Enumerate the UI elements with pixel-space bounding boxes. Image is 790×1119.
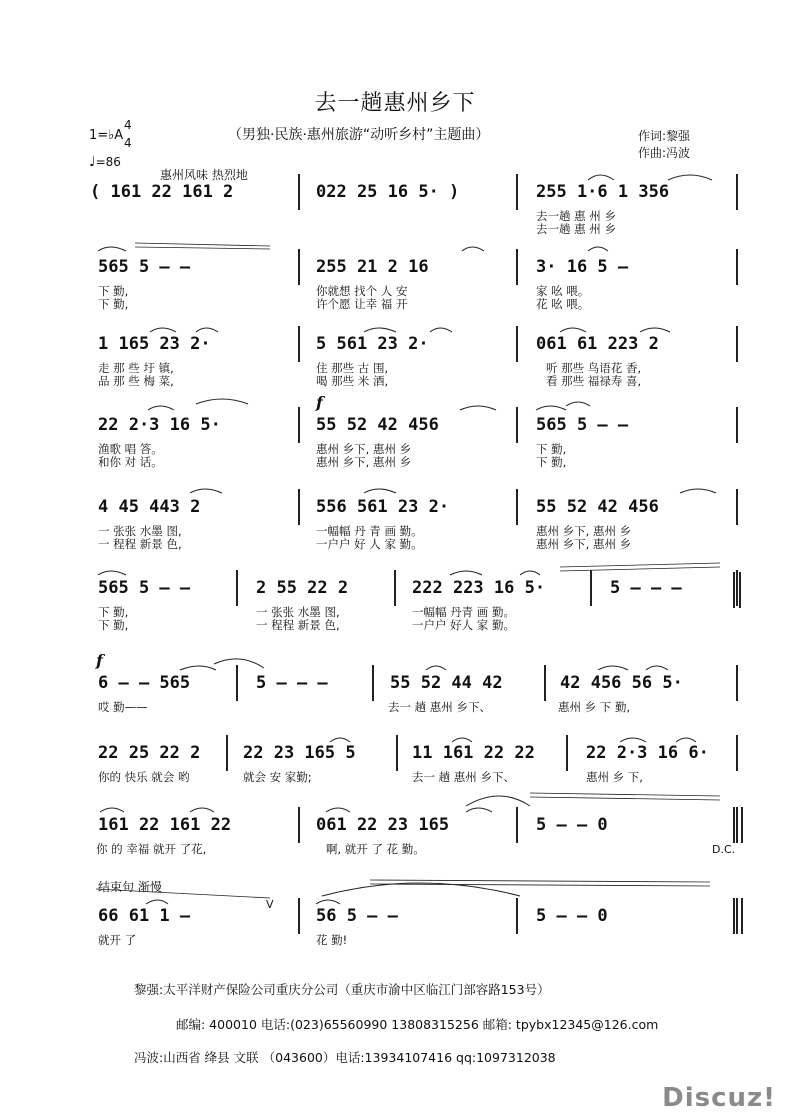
lyric-line: 惠州 乡下, 惠州 乡 [536,537,632,551]
lyric-line: 和你 对 话。 [98,455,163,469]
lyric-line: 下 勤, [98,284,129,298]
note-group: 22 23 165 5 [243,743,356,763]
dynamic-marking: f [96,651,103,670]
lyric-line: 一幅幅 丹青 画 勤。 [412,605,515,619]
lyric-line: 一幅幅 丹 青 画 勤。 [316,524,423,538]
mood-marking: 惠州风味 热烈地 [160,168,248,182]
lyric-line: 下 勤, [98,297,129,311]
lyric-line: 惠州 乡下, 惠州 乡 [536,524,632,538]
note-group: 56 5 – – [316,906,398,926]
note-group: 66 61 1 – [98,906,191,926]
lyric-line: 下 勤, [98,618,129,632]
note-group: 255 1·6 1 356 [536,182,670,202]
footer-composer-info: 冯波:山西省 绛县 文联 （043600）电话:13934107416 qq:1097312038 [134,1050,556,1065]
note-group: 55 52 42 456 [536,497,659,517]
lyric-line: 一 张张 水墨 图, [98,524,182,538]
quarter-note-icon: ♩ [89,154,96,170]
time-signature-bottom: 4 [124,136,132,150]
dynamic-marking: f [316,393,323,412]
lyric-line: 哎 勤—— [98,700,148,714]
lyric-line: 花 勤! [316,933,348,947]
note-group: 061 22 23 165 [316,815,450,835]
lyric-line: 听 那些 鸟语花 香, [546,361,642,375]
lyric-line: 一 程程 新景 色, [256,618,340,632]
lyric-line: 一户户 好人 家 勤。 [412,618,515,632]
lyric-line: 看 那些 福禄寿 喜, [546,374,642,388]
lyric-line: 下 勤, [536,442,567,456]
note-group: 11 161 22 22 [412,743,535,763]
lyric-line: 一 程程 新景 色, [98,537,182,551]
lyric-line: 惠州 乡下, 惠州 乡 [316,442,412,456]
note-group: 161 22 161 22 [98,815,232,835]
breath-mark: V [266,898,274,911]
note-group: 5 – – 0 [536,815,608,835]
note-group: 55 52 42 456 [316,415,439,435]
lyric-line: 渔歌 唱 答。 [98,442,163,456]
ending-note: 结束句 渐慢 [98,880,162,894]
lyric-line: 花 吆 喂。 [536,297,590,311]
lyric-line: 惠州 乡 下, [586,770,643,784]
lyric-line: 家 吆 喂。 [536,284,590,298]
lyric-line: 一户户 好 人 家 勤。 [316,537,423,551]
time-signature-top: 4 [124,118,132,132]
lyric-line: 下 勤, [536,455,567,469]
note-group: 22 2·3 16 6· [586,743,709,763]
note-group: 22 2·3 16 5· [98,415,221,435]
note-group: ( 161 22 161 2 [90,182,234,202]
note-group: 565 5 – – [536,415,629,435]
note-group: 1 165 23 2· [98,334,211,354]
note-group: 5 – – 0 [536,906,608,926]
note-group: 42 456 56 5· [560,673,683,693]
lyric-line: 走 那 些 圩 镇, [98,361,174,375]
lyricist-credit: 作词:黎强 [638,129,691,143]
lyric-line: 喝 那些 米 酒, [316,374,389,388]
note-group: 4 45 443 2 [98,497,201,517]
note-group: 55 52 44 42 [390,673,503,693]
note-group: 5 – – – [610,578,682,598]
note-group: 3· 16 5 – [536,257,629,277]
note-group: 565 5 – – [98,257,191,277]
lyric-line: 惠州 乡下, 惠州 乡 [316,455,412,469]
lyric-line: 去一趟 惠 州 乡 [536,209,616,223]
note-group: 222 223 16 5· [412,578,546,598]
lyric-line: 一 张张 水墨 图, [256,605,340,619]
watermark: Discuz! [662,1083,776,1113]
lyric-line: 下 勤, [98,605,129,619]
lyric-line: 去一 趟 惠州 乡下、 [388,700,491,714]
footer-lyricist-address: 黎强:太平洋财产保险公司重庆分公司（重庆市渝中区临江门部容路153号） [134,982,550,997]
lyric-line: 惠州 乡 下 勤, [558,700,631,714]
note-group: 22 25 22 2 [98,743,201,763]
tempo-value: =86 [95,155,121,169]
note-group: 565 5 – – [98,578,191,598]
key-signature: 1=♭A [89,128,124,143]
note-group: 061 61 223 2 [536,334,659,354]
note-group: 2 55 22 2 [256,578,349,598]
lyric-line: 住 那些 古 围, [316,361,389,375]
composer-credit: 作曲:冯波 [638,146,691,160]
song-title: 去一趟惠州乡下 [314,91,476,116]
lyric-line: 就会 安 家勤; [243,770,312,784]
lyric-line: 你 的 幸福 就开 了花, [96,842,207,856]
song-subtitle: （男独·民族·惠州旅游“动听乡村”主题曲） [228,127,490,143]
note-group: 255 21 2 16 [316,257,429,277]
lyric-line: 去一 趟 惠州 乡下、 [412,770,515,784]
note-group: 6 – – 565 [98,673,191,693]
dc-mark: D.C. [712,843,736,856]
note-group: 022 25 16 5· ) [316,182,460,202]
lyric-line: 许个愿 让幸 福 开 [316,297,408,311]
lyric-line: 就开 了 [98,933,137,947]
lyric-line: 你就想 找个 人 安 [316,284,408,298]
note-group: 5 – – – [256,673,328,693]
lyric-line: 品 那 些 梅 菜, [98,374,174,388]
lyric-line: 啊, 就开 了 花 勤。 [326,842,425,856]
lyric-line: 你的 快乐 就会 哟 [98,770,190,784]
note-group: 556 561 23 2· [316,497,450,517]
lyric-line: 去一趟 惠 州 乡 [536,222,616,236]
footer-contact: 邮编: 400010 电话:(023)65560990 13808315256 邮箱: tpybx12345@126.com [176,1017,659,1032]
note-group: 5 561 23 2· [316,334,429,354]
